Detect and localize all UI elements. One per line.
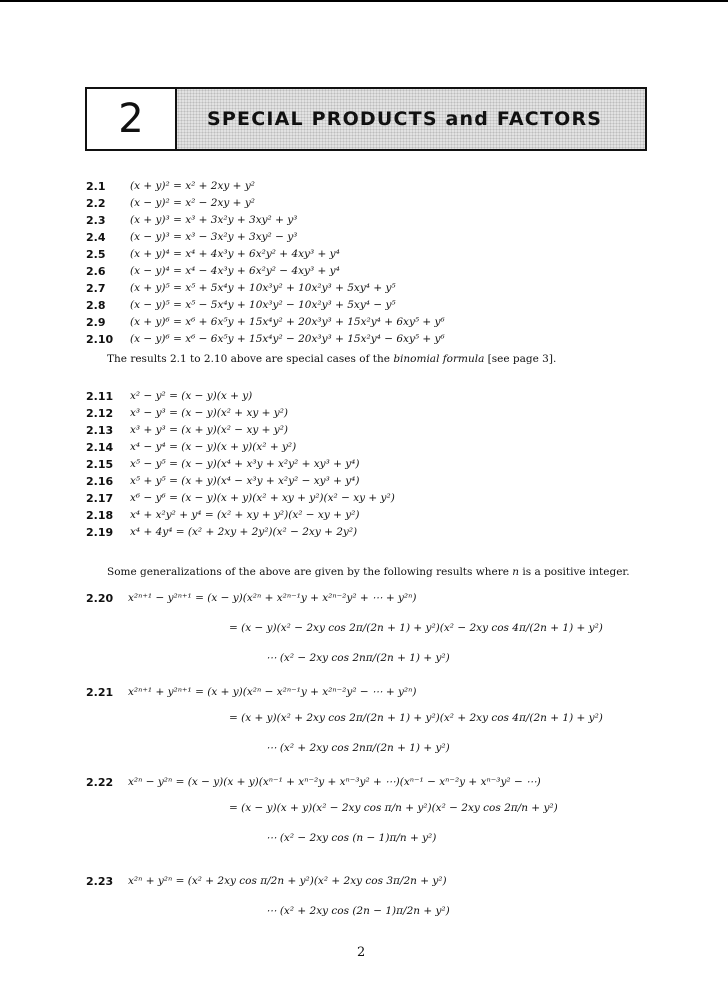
binomial-note: The results 2.1 to 2.10 above are special cases of the binomial formula [see page 3]. (107, 353, 557, 365)
formula-line: ⋯ (x² − 2xy cos (n − 1)π/n + y²) (266, 832, 437, 844)
chapter-header (85, 87, 647, 151)
formula-line: ⋯ (x² + 2xy cos 2nπ/(2n + 1) + y²) (266, 742, 450, 754)
top-rule (0, 0, 728, 2)
formula-line: x²ⁿ⁺¹ − y²ⁿ⁺¹ = (x − y)(x²ⁿ + x²ⁿ⁻¹y + x²ⁿ⁻²y² + ⋯ + y²ⁿ) (128, 592, 417, 604)
formula-number: 2.23 (86, 875, 114, 888)
formula-number: 2.22 (86, 776, 114, 789)
formula-line: x²ⁿ⁺¹ + y²ⁿ⁺¹ = (x + y)(x²ⁿ − x²ⁿ⁻¹y + x²ⁿ⁻²y² − ⋯ + y²ⁿ) (128, 686, 417, 698)
formula-line: = (x + y)(x² + 2xy cos 2π/(2n + 1) + y²)(x² + 2xy cos 4π/(2n + 1) + y²) (229, 712, 603, 724)
formula-line: x²ⁿ − y²ⁿ = (x − y)(x + y)(xⁿ⁻¹ + xⁿ⁻²y + xⁿ⁻³y² + ⋯)(xⁿ⁻¹ − xⁿ⁻²y + xⁿ⁻³y² − ⋯) (128, 776, 541, 788)
chapter-title: SPECIAL PRODUCTS and FACTORS (207, 108, 603, 130)
page-number: 2 (357, 945, 366, 960)
formula-line: ⋯ (x² + 2xy cos (2n − 1)π/2n + y²) (266, 905, 450, 917)
formula-line: = (x − y)(x + y)(x² − 2xy cos π/n + y²)(x² − 2xy cos 2π/n + y²) (229, 802, 558, 814)
formula-line: x²ⁿ + y²ⁿ = (x² + 2xy cos π/2n + y²)(x² + 2xy cos 3π/2n + y²) (128, 875, 447, 887)
formula-number: 2.20 (86, 592, 114, 605)
chapter-title-box (177, 89, 645, 149)
formula-line: ⋯ (x² − 2xy cos 2nπ/(2n + 1) + y²) (266, 652, 450, 664)
formula-line: = (x − y)(x² − 2xy cos 2π/(2n + 1) + y²)(x² − 2xy cos 4π/(2n + 1) + y²) (229, 622, 603, 634)
formula-number: 2.21 (86, 686, 114, 699)
generalization-note: Some generalizations of the above are given by the following results where n is a positive integer. (107, 566, 630, 578)
chapter-number: 2 (87, 89, 177, 149)
